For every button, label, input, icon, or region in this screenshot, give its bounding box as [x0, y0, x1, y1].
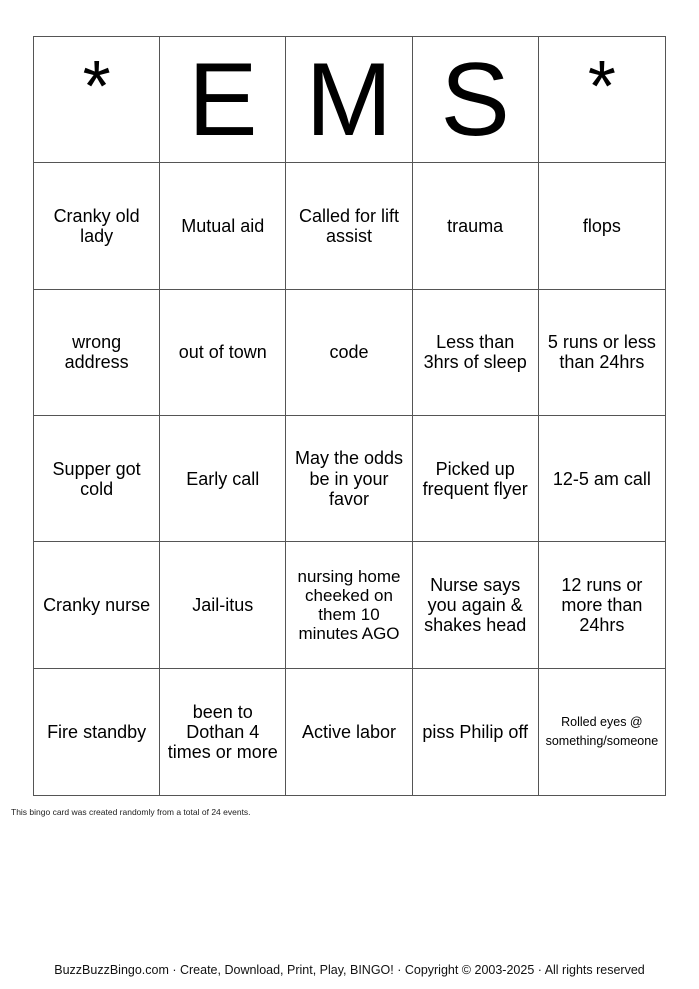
bingo-cell: Early call: [160, 416, 286, 542]
bingo-cell: out of town: [160, 290, 286, 416]
bingo-cell: Called for lift assist: [286, 163, 412, 289]
bingo-cell: Fire standby: [34, 669, 160, 795]
bingo-cell: Less than 3hrs of sleep: [413, 290, 539, 416]
card-note: This bingo card was created randomly from a total of 24 events.: [11, 807, 251, 817]
header-cell-star-left: *: [34, 37, 160, 163]
bingo-cell: flops: [539, 163, 665, 289]
bingo-cell: been to Dothan 4 times or more: [160, 669, 286, 795]
bingo-cell: Supper got cold: [34, 416, 160, 542]
bingo-card: [33, 36, 666, 796]
bingo-cell: nursing home cheeked on them 10 minutes AGO: [286, 542, 412, 668]
bingo-cell: Rolled eyes @ something/someone: [545, 715, 659, 748]
bingo-cell: 5 runs or less than 24hrs: [539, 290, 665, 416]
bingo-cell: Cranky nurse: [34, 542, 160, 668]
header-cell-star-right: *: [539, 37, 665, 163]
header-cell-e: E: [160, 37, 286, 163]
bingo-cell: Active labor: [286, 669, 412, 795]
bingo-cell: Mutual aid: [160, 163, 286, 289]
bingo-cell: code: [286, 290, 412, 416]
bingo-cell: Nurse says you again & shakes head: [413, 542, 539, 668]
bingo-cell: 12-5 am call: [539, 416, 665, 542]
bingo-cell: wrong address: [34, 290, 160, 416]
bingo-cell: 12 runs or more than 24hrs: [539, 542, 665, 668]
header-cell-s: S: [413, 37, 539, 163]
header-cell-m: M: [286, 37, 412, 163]
footer-text: BuzzBuzzBingo.com · Create, Download, Print, Play, BINGO! · Copyright © 2003-2025 · All rights reserved: [54, 963, 645, 977]
bingo-cell: Jail-itus: [160, 542, 286, 668]
bingo-cell: Cranky old lady: [34, 163, 160, 289]
bingo-cell: Picked up frequent flyer: [413, 416, 539, 542]
bingo-cell: May the odds be in your favor: [286, 416, 412, 542]
bingo-cell: trauma: [413, 163, 539, 289]
bingo-cell: piss Philip off: [413, 669, 539, 795]
